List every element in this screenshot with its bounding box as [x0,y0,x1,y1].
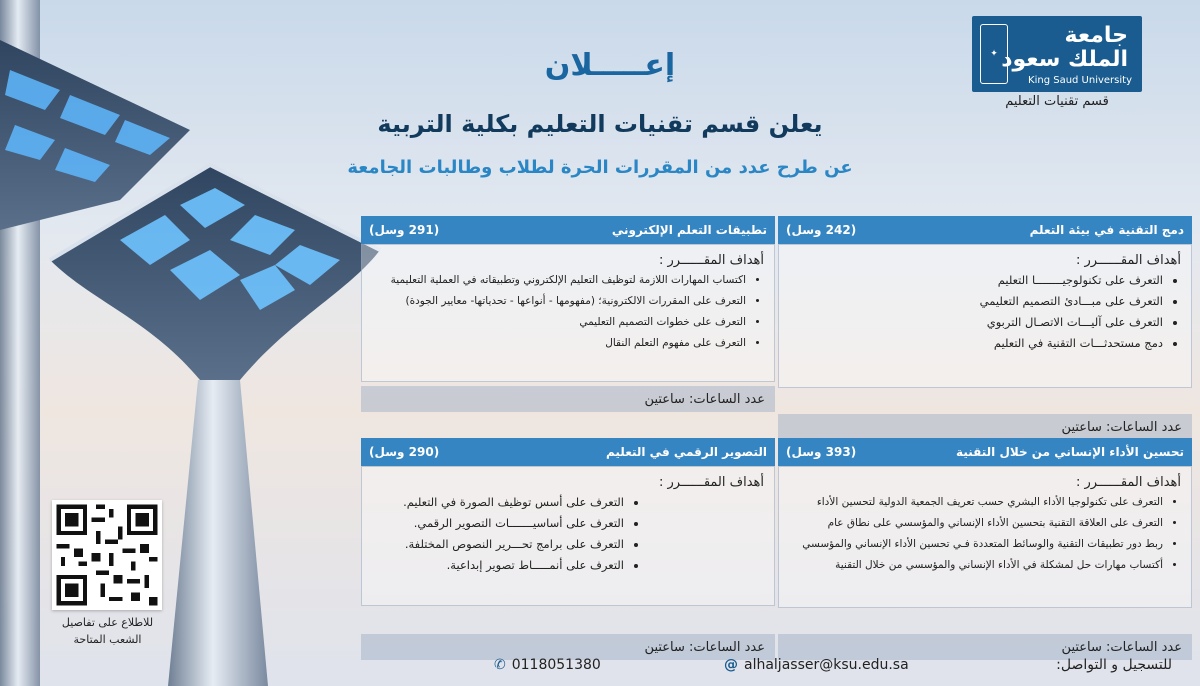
goal-item: • التعرف على مبـــادئ التصميم التعليمي [789,291,1163,312]
goal-item: • أكتساب مهارات حل لمشكلة في الأداء الإنساني والمؤسسي من خلال التقنية [789,555,1163,576]
hours-bar: عدد الساعات: ساعتين [361,386,775,412]
at-icon: @ [724,657,738,673]
email-address[interactable]: alhaljasser@ksu.edu.sa [744,657,909,673]
qr-caption [40,614,175,648]
email-contact[interactable] [724,657,909,673]
phone-contact[interactable] [494,657,601,673]
course-code: (290 وسل) [369,445,440,459]
goal-item: • التعرف على خطوات التصميم التعليمي [372,312,746,333]
goal-item: • التعرف على برامج تحـــرير النصوص المختلفة. [372,534,624,555]
goals-heading: أهداف المقــــــرر : [659,253,764,268]
goal-item: • التعرف على تكنولوجيــــــــا التعليم [789,270,1163,291]
goals-list [789,492,1181,576]
department-label: قسم تقنيات التعليم [1005,94,1109,109]
goal-item: • دمج مستحدثـــات التقنية في التعليم [789,333,1163,354]
course-title: التصوير الرقمي في التعليم [606,445,767,459]
goal-item: • التعرف على تكنولوجيا الأداء البشري حسب تعريف الجمعية الدولية لتحسين الأداء [789,492,1163,513]
course-title: تحسين الأداء الإنساني من خلال التقنية [956,445,1184,459]
course-title: تطبيقات التعلم الإلكتروني [611,223,767,237]
goals-list [372,492,764,576]
qr-caption-line2: الشعب المتاحة [73,633,142,646]
course-title: دمج التقنية في بيئة التعلم [1029,223,1184,237]
course-code: (291 وسل) [369,223,440,237]
goals-list [789,270,1181,354]
hours-bar: عدد الساعات: ساعتين [361,634,775,660]
qr-caption-line1: للاطلاع على تفاصيل [61,616,154,629]
goals-list [372,270,764,354]
goals-heading: أهداف المقــــــرر : [1076,475,1181,490]
announcement-line1: يعلن قسم تقنيات التعليم بكلية التربية [377,110,823,138]
course-code: (393 وسل) [786,445,857,459]
university-name-arabic: جامعة الملك سعود [1001,23,1128,72]
course-body [778,466,1192,608]
course-code: (242 وسل) [786,223,857,237]
university-logo [972,16,1142,92]
announcement-line2: عن طرح عدد من المقررات الحرة لطلاب وطالبات الجامعة [347,157,853,178]
goal-item: • التعرف على مفهوم التعلم النقال [372,333,746,354]
goals-heading: أهداف المقــــــرر : [659,475,764,490]
goal-item: • التعرف على المقررات الالكترونية؛ (مفهومها - أنواعها - تحدياتها- معايير الجودة) [372,291,746,312]
course-body [778,244,1192,388]
goal-item: • التعرف على آليـــات الاتصـال التربوي [789,312,1163,333]
university-name-english: King Saud University [1028,75,1132,86]
announcement-title: إعـــــلان [544,48,676,83]
goal-item: • التعرف على أساسيـــــــات التصوير الرقمي. [372,513,624,534]
phone-icon: ✆ [494,657,506,673]
goal-item: • التعرف على أسس توظيف الصورة في التعليم. [372,492,624,513]
course-header [361,216,775,244]
course-header [361,438,775,466]
course-card [361,216,775,412]
course-body [361,244,775,382]
course-body [361,466,775,606]
course-card [778,438,1192,660]
goal-item: • التعرف على العلاقة التقنية بتحسين الأداء الإنساني والمؤسسي على نطاق عام [789,513,1163,534]
qr-code[interactable] [52,500,162,610]
course-header [778,216,1192,244]
goal-item: • ربط دور تطبيقات التقنية والوسائط المتعددة فـي تحسين الأداء الإنساني والمؤسسي [789,534,1163,555]
course-header [778,438,1192,466]
hours-bar: عدد الساعات: ساعتين [778,634,1192,660]
course-card [778,216,1192,440]
goal-item: • اكتساب المهارات اللازمة لتوظيف التعليم الإلكتروني وتطبيقاته في العملية التعليمية [372,270,746,291]
phone-number[interactable]: 0118051380 [511,657,601,673]
hours-bar: عدد الساعات: ساعتين [778,414,1192,440]
palm-swords-emblem-icon: ✦ [980,24,1008,84]
goal-item: • التعرف على أنمـــــاط تصوير إبداعية. [372,555,624,576]
course-card [361,438,775,660]
goals-heading: أهداف المقــــــرر : [1076,253,1181,268]
contact-label: للتسجيل و التواصل: [1056,657,1172,673]
